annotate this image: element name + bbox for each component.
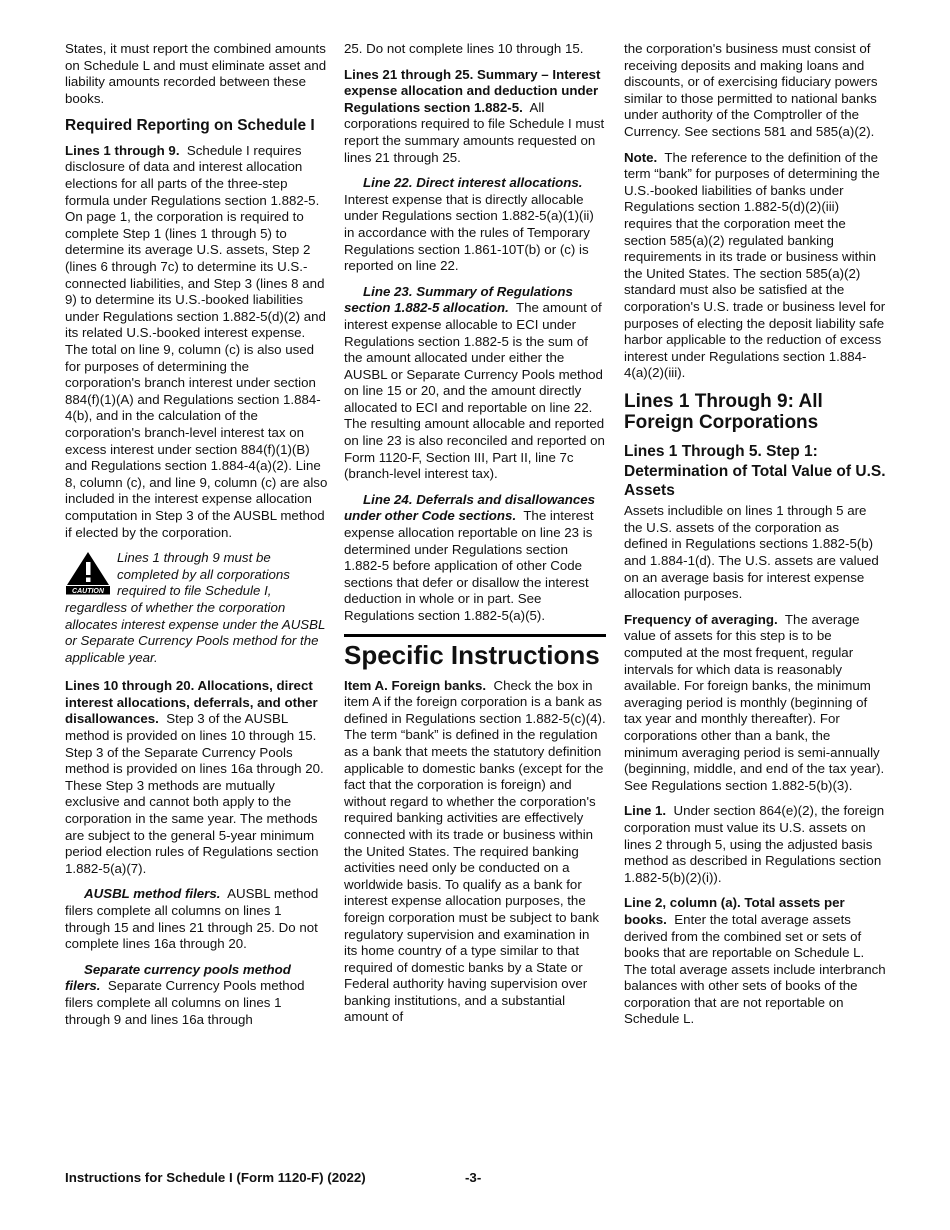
column-2 <box>344 41 606 1035</box>
continued-text: States, it must report the combined amounts on Schedule L and must eliminate asset and liability amounts recorded between these books. <box>65 41 327 106</box>
footer-title: Instructions for Schedule I (Form 1120-F) (2022) <box>65 1170 366 1185</box>
paragraph-assets: Assets includible on lines 1 through 5 are the U.S. assets of the corporation as defined in Regulations sections 1.882-5(b) and 1.884-1(d). The U.S. assets are valued on an average basis for interest expense allocation purposes. <box>624 503 879 602</box>
column-1 <box>65 41 328 1037</box>
continued-text: 25. Do not complete lines 10 through 15. <box>344 41 584 56</box>
column-3 <box>624 41 886 1037</box>
paragraph-line-22: Line 22. Direct interest allocations. Interest expense that is directly allocable under Regulations section 1.882-5(a)(1)(ii) in accordance with the rules of Temporary Regulations section 1.861-10T(b) or (c) is reported on line 22. <box>344 175 594 274</box>
subheading-step-1: Lines 1 Through 5. Step 1: Determination of Total Value of U.S. Assets <box>624 442 886 500</box>
caution-note <box>65 550 328 666</box>
specific-instructions-section <box>344 634 606 1026</box>
paragraph-line-2a: Line 2, column (a). Total assets per books. Enter the total average assets derived from the combined set or sets of books that are reportable on Schedule L. The total average assets include interbranch balances with other sets of books of the corporation that are not reportable on Schedule L. <box>624 895 886 1027</box>
caution-warning-icon <box>65 551 111 595</box>
svg-text:CAUTION: CAUTION <box>72 588 104 596</box>
page-footer <box>65 1170 886 1185</box>
continued-text: the corporation's business must consist of receiving deposits and making loans and discounts, or of exercising fiduciary powers similar to those permitted to national banks under authority of the Comptroller of the Currency. See sections 581 and 585(a)(2). <box>624 41 878 139</box>
section-heading-specific-instructions: Specific Instructions <box>344 639 600 670</box>
paragraph-item-a: Item A. Foreign banks. Check the box in item A if the foreign corporation is a bank as defined in Regulations section 1.882-5(c)(4). The term “bank” is defined in the regulation as a bank that meets the statutory definition applicable to domestic banks (except for the fact that the corporation is foreign) and without regard to whether the corporation's required banking activities are effectively connected with its trade or business within the United States. The required banking activities need only be conducted on a worldwide basis. To qualify as a bank for interest expense allocation purposes, the foreign corporation must be subject to bank regulatory supervision and examination in its home country of a type similar to that required of domestic banks by a State or Federal authority having supervision over banking institutions, and a substantial amount of <box>344 677 606 1025</box>
paragraph-line-24: Line 24. Deferrals and disallowances under other Code sections. The interest expense allocation reportable on line 23 is determined under Regulations section 1.882-5 before application of other Code sections that defer or disallow the interest deduction in whole or in part. See Regulations section 1.882-5(a)(5). <box>344 491 596 623</box>
paragraph-lines-10-20: Lines 10 through 20. Allocations, direct interest allocations, deferrals, and other disallowances. Step 3 of the AUSBL method is provided on lines 10 through 15. Step 3 of the Separate Currency Pools method is provided on lines 16a through 20. These Step 3 methods are mutually exclusive and cannot both apply to the corporation in the same year. The methods are subject to the general 5-year minimum period election rules of Regulations section 1.882-5(a)(7). <box>65 678 324 876</box>
section-heading-required-reporting: Required Reporting on Schedule I <box>65 117 315 135</box>
paragraph-line-1: Line 1. Under section 864(e)(2), the foreign corporation must value its U.S. assets on lines 2 through 5, using the adjusted basis method as described in Regulations section 1.882-5(b)(2)(i)). <box>624 803 885 885</box>
section-heading-lines-1-9: Lines 1 Through 9: All Foreign Corporations <box>624 390 823 434</box>
paragraph-separate-currency-filers: Separate currency pools method filers. Separate Currency Pools method filers complete all columns on lines 1 through 9 and lines 16a through <box>65 961 305 1027</box>
caution-text: Lines 1 through 9 must be completed by all corporations required to file Schedule I, regardless of whether the corporation allocates interest expense under the AUSBL or Separate Currency Pools method for the applicable year. <box>65 550 326 665</box>
paragraph-lines-21-25: Lines 21 through 25. Summary – Interest expense allocation and deduction under Regulations section 1.882-5. All corporations required to file Schedule I must report the summary amounts requested on lines 21 through 25. <box>344 66 605 165</box>
paragraph-note: Note. The reference to the definition of the term “bank” for purposes of determining the U.S.-booked liabilities of banks under Regulations section 1.882-5(d)(2)(iii) requires that the corporation meet the section 585(a)(2) regulated banking requirements in its trade or business within the United States. The section 585(a)(2) standard must also be satisfied at the corporation's U.S. trade or business level for purposes of electing the deposit liability safe harbor applicable to the reduction of excess interest under Regulations section 1.884-4(a)(2)(iii). <box>624 149 886 381</box>
paragraph-line-23: Line 23. Summary of Regulations section 1.882-5 allocation. The amount of interest expense allocable to ECI under Regulations section 1.882-5 is the sum of the amount allocated under either the AUSBL or Separate Currency Pools method on line 15 or 20, and the amount directly allocated to ECI and reportable on line 22. The resulting amount allocable and reported on line 23 is also reconciled and reported on Form 1120-F, Section III, Part II, line 7c (branch-level interest tax). <box>344 283 605 482</box>
paragraph-lines-1-9: Lines 1 through 9. Schedule I requires disclosure of data and interest allocation elections for all parts of the three-step formula under Regulations section 1.882-5. On page 1, the corporation is required to complete Step 1 (lines 1 through 5) to determine its average U.S. assets, Step 2 (lines 6 through 7c) to determine its U.S.-connected liabilities, and Step 3 (lines 8 and 9) to determine its U.S.-booked liabilities under Regulations section 1.882-5(d)(2) and its related U.S.-booked interest expense. The total on line 9, column (c) is also used for purposes of determining the corporation's branch interest under section 884(f)(1)(A) and Regulations section 1.884-4(b), and in the calculation of the corporation's branch-level interest tax on excess interest under section 884(f)(1)(B) and Regulations section 1.884-4(a)(2). Line 8, column (c), and line 9, column (c) are also included in the interest expense allocation computation in Step 3 of the AUSBL method if elected by the corporation. <box>65 142 328 540</box>
paragraph-frequency: Frequency of averaging. The average value of assets for this step is to be computed at the most frequent, regular intervals for which data is reasonably available. For foreign banks, the minimum averaging period is monthly (beginning of tax year and monthly thereafter). For corporations other than a bank, the minimum averaging period is semi-annually (beginning, middle, and end of the tax year). See Regulations section 1.882-5(b)(3). <box>624 611 885 793</box>
paragraph-ausbl-filers: AUSBL method filers. AUSBL method filers complete all columns on lines 1 through 15 and lines 21 through 25. Do not complete lines 16a through 20. <box>65 886 319 952</box>
page-number: -3- <box>465 1170 482 1185</box>
